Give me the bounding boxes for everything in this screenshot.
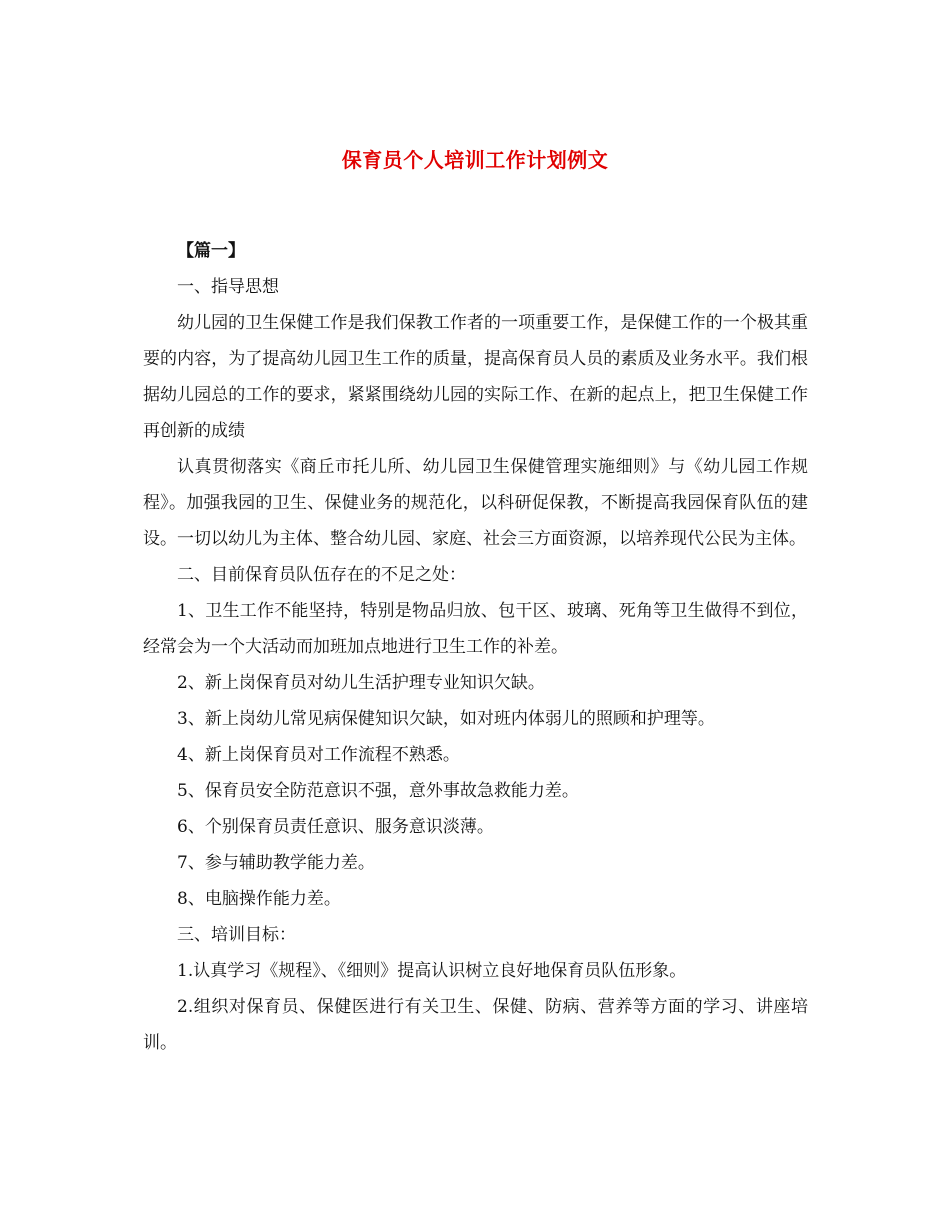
list-item: 5、保育员安全防范意识不强，意外事故急救能力差。 (177, 781, 579, 801)
body-paragraph: 幼儿园的卫生保健工作是我们保教工作者的一项重要工作，是保健工作的一个极其重要的内容，为了提高幼儿园卫生工作的质量，提高保育员人员的素质及业务水平。我们根据幼儿园总的工作的要求，紧紧围绕幼儿园的实际工作、在新的起点上，把卫生保健工作再创新的成绩 (143, 313, 808, 441)
list-item: 2.组织对保育员、保健医进行有关卫生、保健、防病、营养等方面的学习、讲座培训。 (143, 997, 808, 1053)
list-item: 2、新上岗保育员对幼儿生活护理专业知识欠缺。 (177, 673, 545, 693)
list-item: 1.认真学习《规程》、《细则》提高认识树立良好地保育员队伍形象。 (177, 961, 687, 981)
section-heading: 二、目前保育员队伍存在的不足之处： (177, 565, 466, 585)
list-item: 6、个别保育员责任意识、服务意识淡薄。 (177, 817, 494, 837)
section-marker: 【篇一】 (177, 241, 245, 261)
list-item: 1、卫生工作不能坚持，特别是物品归放、包干区、玻璃、死角等卫生做得不到位，经常会为一个大活动而加班加点地进行卫生工作的补差。 (143, 601, 808, 657)
body-paragraph: 认真贯彻落实《商丘市托儿所、幼儿园卫生保健管理实施细则》与《幼儿园工作规程》。加强我园的卫生、保健业务的规范化，以科研促保教，不断提高我园保育队伍的建设。一切以幼儿为主体、整合幼儿园、家庭、社会三方面资源，以培养现代公民为主体。 (143, 457, 808, 549)
document-title: 保育员个人培训工作计划例文 (341, 148, 609, 172)
section-heading: 三、培训目标： (177, 925, 296, 945)
document-body (143, 233, 808, 1061)
section-heading: 一、指导思想 (177, 277, 279, 297)
list-item: 3、新上岗幼儿常见病保健知识欠缺，如对班内体弱儿的照顾和护理等。 (177, 709, 715, 729)
list-item: 4、新上岗保育员对工作流程不熟悉。 (177, 745, 460, 765)
list-item: 7、参与辅助教学能力差。 (177, 853, 375, 873)
list-item: 8、电脑操作能力差。 (177, 889, 341, 909)
